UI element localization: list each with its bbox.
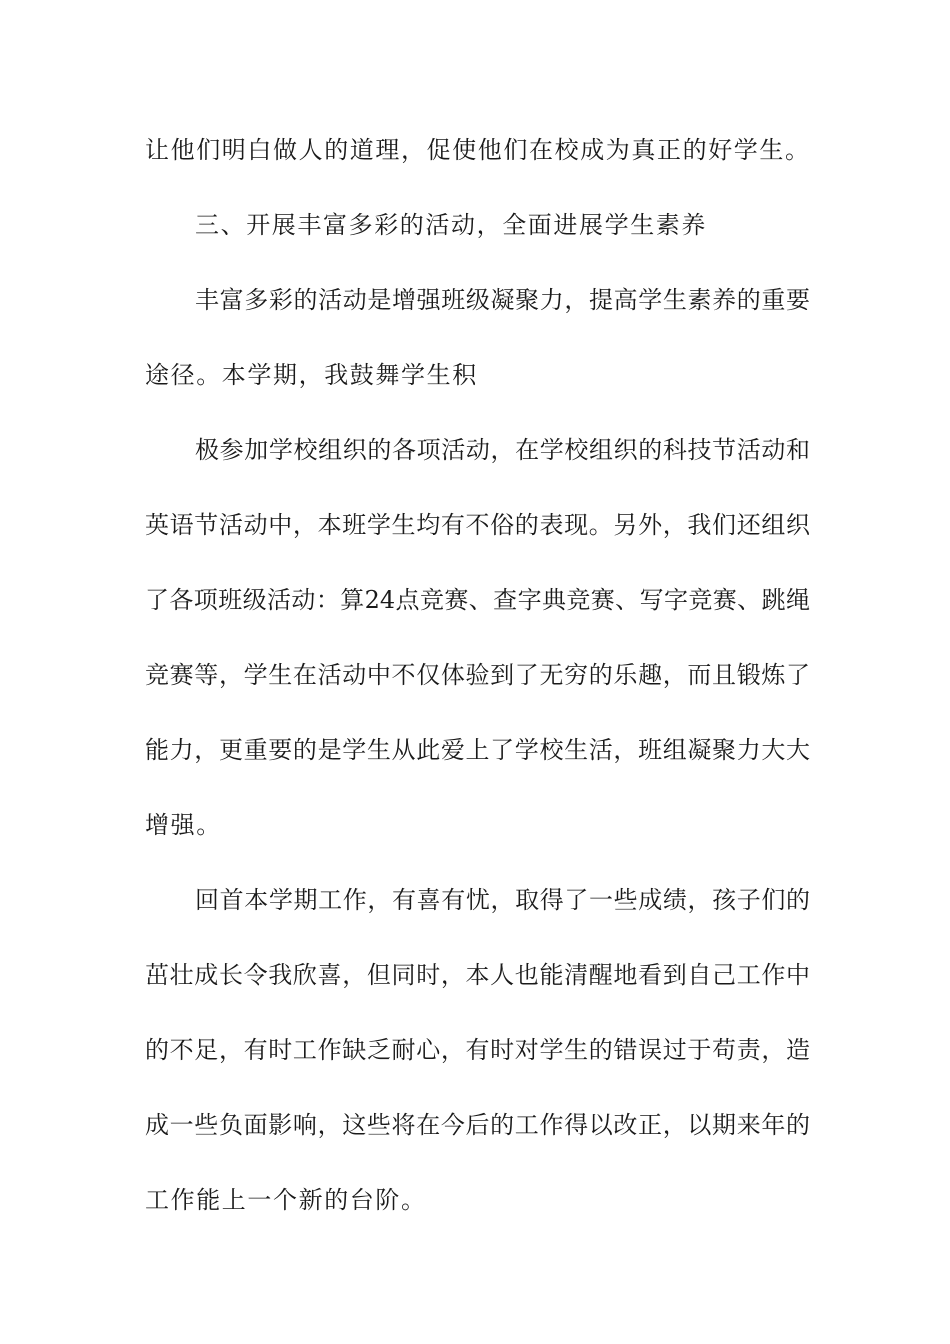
text-line-15: 工作能上一个新的台阶。 bbox=[145, 1186, 427, 1214]
text-line-14: 成一些负面影响，这些将在今后的工作得以改正，以期来年的 bbox=[145, 1111, 810, 1139]
text-line-9: 能力，更重要的是学生从此爱上了学校生活，班组凝聚力大大 bbox=[145, 736, 810, 764]
text-line-8: 竞赛等，学生在活动中不仅体验到了无穷的乐趣，而且锻炼了 bbox=[145, 661, 810, 689]
text-line-1: 让他们明白做人的道理，促使他们在校成为真正的好学生。 bbox=[145, 136, 811, 164]
text-line-10: 增强。 bbox=[145, 811, 222, 839]
text-line-12: 茁壮成长令我欣喜，但同时，本人也能清醒地看到自己工作中 bbox=[145, 961, 810, 989]
text-line-5: 极参加学校组织的各项活动，在学校组织的科技节活动和 bbox=[195, 436, 810, 464]
section-heading-3: 三、开展丰富多彩的活动，全面进展学生素养 bbox=[195, 211, 707, 239]
text-line-7: 了各项班级活动：算24点竞赛、查字典竞赛、写字竞赛、跳绳 bbox=[145, 586, 810, 614]
text-line-13: 的不足，有时工作缺乏耐心，有时对学生的错误过于苟责，造 bbox=[145, 1036, 810, 1064]
text-line-3: 丰富多彩的活动是增强班级凝聚力，提高学生素养的重要 bbox=[195, 286, 810, 314]
text-line-4: 途径。本学期，我鼓舞学生积 bbox=[145, 361, 478, 389]
text-line-11: 回首本学期工作，有喜有忧，取得了一些成绩，孩子们的 bbox=[195, 886, 810, 914]
text-line-6: 英语节活动中，本班学生均有不俗的表现。另外，我们还组织 bbox=[145, 511, 810, 539]
